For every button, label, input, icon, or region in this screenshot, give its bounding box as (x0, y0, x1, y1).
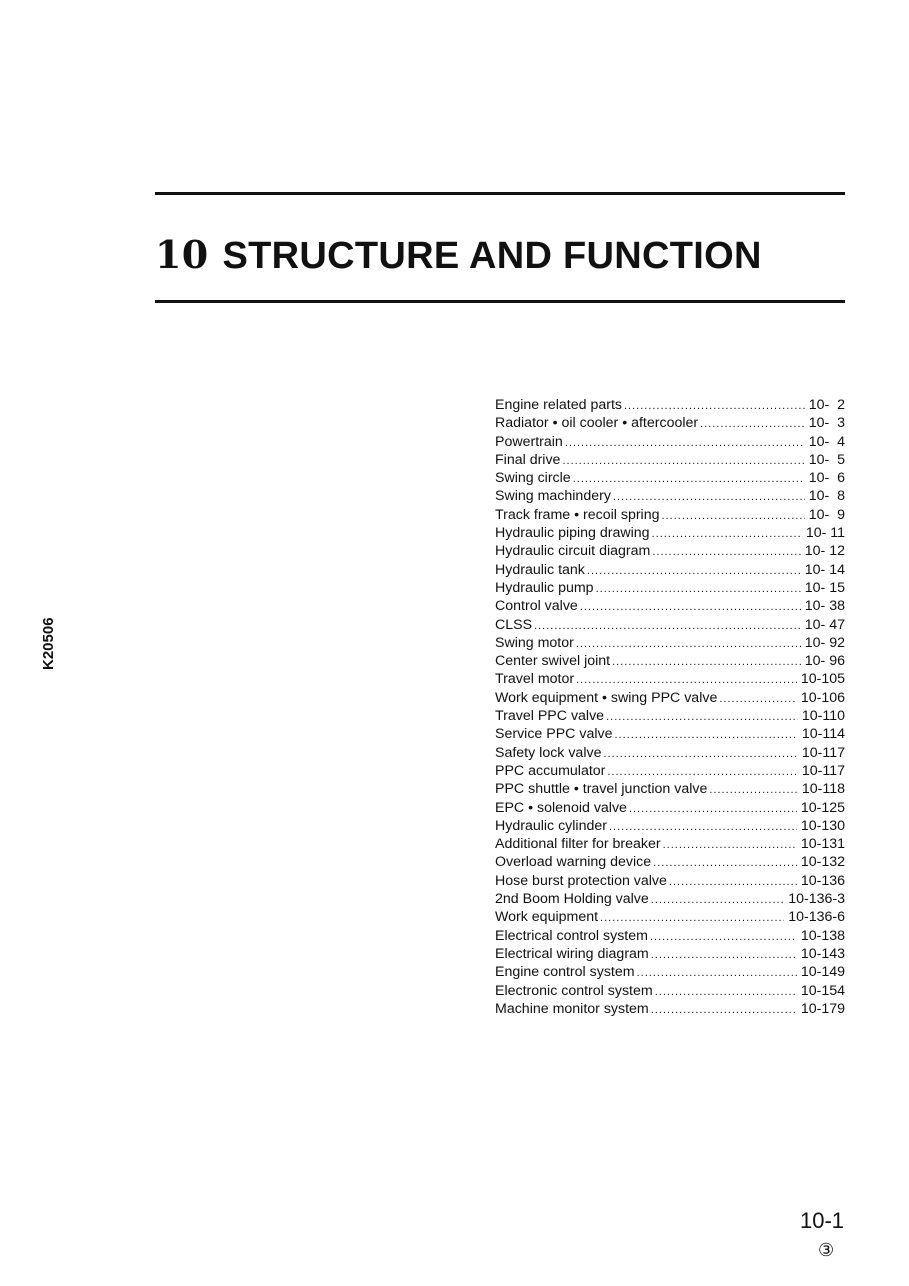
chapter-title: STRUCTURE AND FUNCTION (222, 235, 762, 277)
dot-leader (596, 580, 801, 598)
toc-label: Engine related parts (495, 397, 622, 413)
toc-label: Overload warning device (495, 854, 652, 871)
toc-label: Engine control system (495, 964, 635, 981)
toc-label: Hydraulic circuit diagram (495, 543, 651, 560)
toc-label: Radiator • oil cooler • aftercooler (495, 415, 699, 432)
dot-leader (603, 745, 797, 763)
toc-entry[interactable] (495, 597, 845, 615)
dot-leader (662, 507, 805, 525)
dot-leader (650, 928, 797, 946)
toc-page: 10- 6 (808, 470, 845, 487)
toc-entry[interactable] (495, 762, 845, 780)
dot-leader (651, 946, 797, 964)
dot-leader (576, 635, 801, 653)
toc-entry[interactable] (495, 487, 845, 505)
toc-label: Track frame • recoil spring (495, 506, 660, 523)
toc-entry[interactable] (495, 670, 845, 688)
toc-entry[interactable] (495, 433, 845, 451)
toc-entry[interactable] (495, 927, 845, 945)
toc-entry[interactable] (495, 689, 845, 707)
toc-entry[interactable] (495, 963, 845, 981)
toc-label: PPC shuttle • travel junction valve (495, 781, 708, 798)
toc-label: Center swivel joint (495, 653, 611, 670)
bottom-rule (155, 300, 845, 303)
dot-leader (580, 598, 801, 616)
page-number: 10-1 (800, 1208, 845, 1233)
toc-page: 10-130 (800, 817, 845, 834)
toc-page: 10- 38 (804, 598, 845, 615)
toc-page: 10-114 (801, 726, 845, 743)
toc-entry[interactable] (495, 469, 845, 487)
toc-entry[interactable] (495, 982, 845, 1000)
toc-entry[interactable] (495, 799, 845, 817)
dot-leader (652, 543, 800, 561)
dot-leader (655, 983, 797, 1001)
toc-label: Swing machindery (495, 488, 611, 505)
toc-label: Additional filter for breaker (495, 836, 661, 853)
toc-label: Electrical control system (495, 927, 648, 944)
dot-leader (565, 434, 805, 452)
revision-mark: ③ (818, 1240, 835, 1260)
toc-label: Service PPC valve (495, 726, 613, 743)
toc-page: 10- 4 (808, 433, 845, 450)
dot-leader (612, 653, 801, 671)
toc-page: 10-179 (800, 1000, 845, 1017)
toc-page: 10-138 (800, 927, 845, 944)
toc-entry[interactable] (495, 579, 845, 597)
dot-leader (709, 781, 798, 799)
toc-label: Machine monitor system (495, 1000, 649, 1017)
toc-page: 10- 12 (804, 543, 845, 560)
dot-leader (663, 836, 797, 854)
dot-leader (613, 488, 805, 506)
toc-label: Swing circle (495, 470, 571, 487)
toc-page: 10-105 (800, 671, 845, 688)
toc-entry[interactable] (495, 542, 845, 560)
toc-page: 10-154 (800, 982, 845, 999)
toc-label: Hose burst protection valve (495, 872, 667, 889)
toc-page: 10- 11 (805, 525, 845, 542)
toc-label: PPC accumulator (495, 762, 606, 779)
dot-leader (652, 525, 802, 543)
toc-page: 10- 15 (804, 579, 845, 596)
toc-page: 10-110 (801, 708, 845, 725)
dot-leader (576, 671, 797, 689)
toc-label: Hydraulic tank (495, 561, 585, 578)
toc-entry[interactable] (495, 506, 845, 524)
toc-label: Hydraulic cylinder (495, 817, 607, 834)
toc-label: Electrical wiring diagram (495, 945, 649, 962)
toc-page: 10-125 (800, 799, 845, 816)
toc-page: 10- 92 (804, 634, 845, 651)
toc-entry[interactable] (495, 707, 845, 725)
dot-leader (562, 452, 804, 470)
toc-entry[interactable] (495, 817, 845, 835)
toc-page: 10- 2 (808, 397, 845, 413)
toc-label: Safety lock valve (495, 744, 602, 761)
table-of-contents (495, 396, 845, 1018)
toc-label: Hydraulic pump (495, 579, 594, 596)
toc-page: 10- 8 (808, 488, 845, 505)
toc-entry[interactable] (495, 634, 845, 652)
toc-page: 10-117 (801, 762, 845, 779)
toc-page: 10-136 (800, 872, 845, 889)
toc-label: Swing motor (495, 634, 574, 651)
toc-entry[interactable] (495, 451, 845, 469)
toc-label: Work equipment (495, 909, 599, 926)
toc-page: 10-136-3 (788, 891, 845, 908)
toc-page: 10-143 (800, 945, 845, 962)
toc-label: Work equipment • swing PPC valve (495, 689, 718, 706)
dot-leader (653, 854, 797, 872)
page-title (155, 232, 762, 278)
dot-leader (651, 1001, 797, 1019)
toc-page: 10-149 (800, 964, 845, 981)
toc-entry[interactable] (495, 908, 845, 926)
toc-page: 10- 47 (804, 616, 845, 633)
toc-entry[interactable] (495, 396, 845, 414)
toc-entry[interactable] (495, 945, 845, 963)
dot-leader (534, 617, 801, 635)
dot-leader (573, 470, 805, 488)
toc-entry[interactable] (495, 835, 845, 853)
dot-leader (607, 763, 797, 781)
toc-page: 10- 96 (804, 653, 845, 670)
toc-label: Travel motor (495, 671, 575, 688)
toc-page: 10-131 (800, 836, 845, 853)
toc-entry[interactable] (495, 853, 845, 871)
toc-entry[interactable] (495, 524, 845, 542)
toc-label: 2nd Boom Holding valve (495, 891, 649, 908)
dot-leader (669, 873, 797, 891)
dot-leader (700, 415, 805, 433)
dot-leader (719, 690, 796, 708)
side-code: K20506 (40, 617, 57, 670)
toc-entry[interactable] (495, 616, 845, 634)
toc-entry[interactable] (495, 872, 845, 890)
toc-label: Powertrain (495, 433, 563, 450)
toc-entry[interactable] (495, 652, 845, 670)
dot-leader (624, 397, 805, 415)
toc-label: Electronic control system (495, 982, 653, 999)
toc-label: Travel PPC valve (495, 708, 605, 725)
toc-page: 10-117 (801, 744, 845, 761)
toc-page: 10- 14 (804, 561, 845, 578)
toc-page: 10- 3 (808, 415, 845, 432)
toc-label: Final drive (495, 451, 561, 468)
dot-leader (587, 562, 801, 580)
toc-page: 10-106 (800, 689, 845, 706)
toc-page: 10-118 (801, 781, 845, 798)
toc-page: 10- 9 (808, 506, 845, 523)
toc-entry[interactable] (495, 744, 845, 762)
dot-leader (629, 800, 797, 818)
dot-leader (651, 891, 784, 909)
toc-label: Hydraulic piping drawing (495, 525, 650, 542)
top-rule (155, 192, 845, 195)
dot-leader (606, 708, 798, 726)
toc-entry[interactable] (495, 890, 845, 908)
dot-leader (637, 964, 797, 982)
toc-page: 10- 5 (808, 451, 845, 468)
toc-label: Control valve (495, 598, 578, 615)
toc-page: 10-136-6 (788, 909, 845, 926)
toc-label: CLSS (495, 616, 533, 633)
dot-leader (600, 909, 784, 927)
dot-leader (614, 726, 797, 744)
toc-entry[interactable] (495, 1000, 845, 1018)
toc-entry[interactable] (495, 414, 845, 432)
toc-label: EPC • solenoid valve (495, 799, 627, 816)
toc-entry[interactable] (495, 725, 845, 743)
toc-entry[interactable] (495, 561, 845, 579)
dot-leader (609, 818, 797, 836)
toc-entry[interactable] (495, 780, 845, 798)
toc-page: 10-132 (800, 854, 845, 871)
chapter-number: 10 (155, 232, 209, 277)
